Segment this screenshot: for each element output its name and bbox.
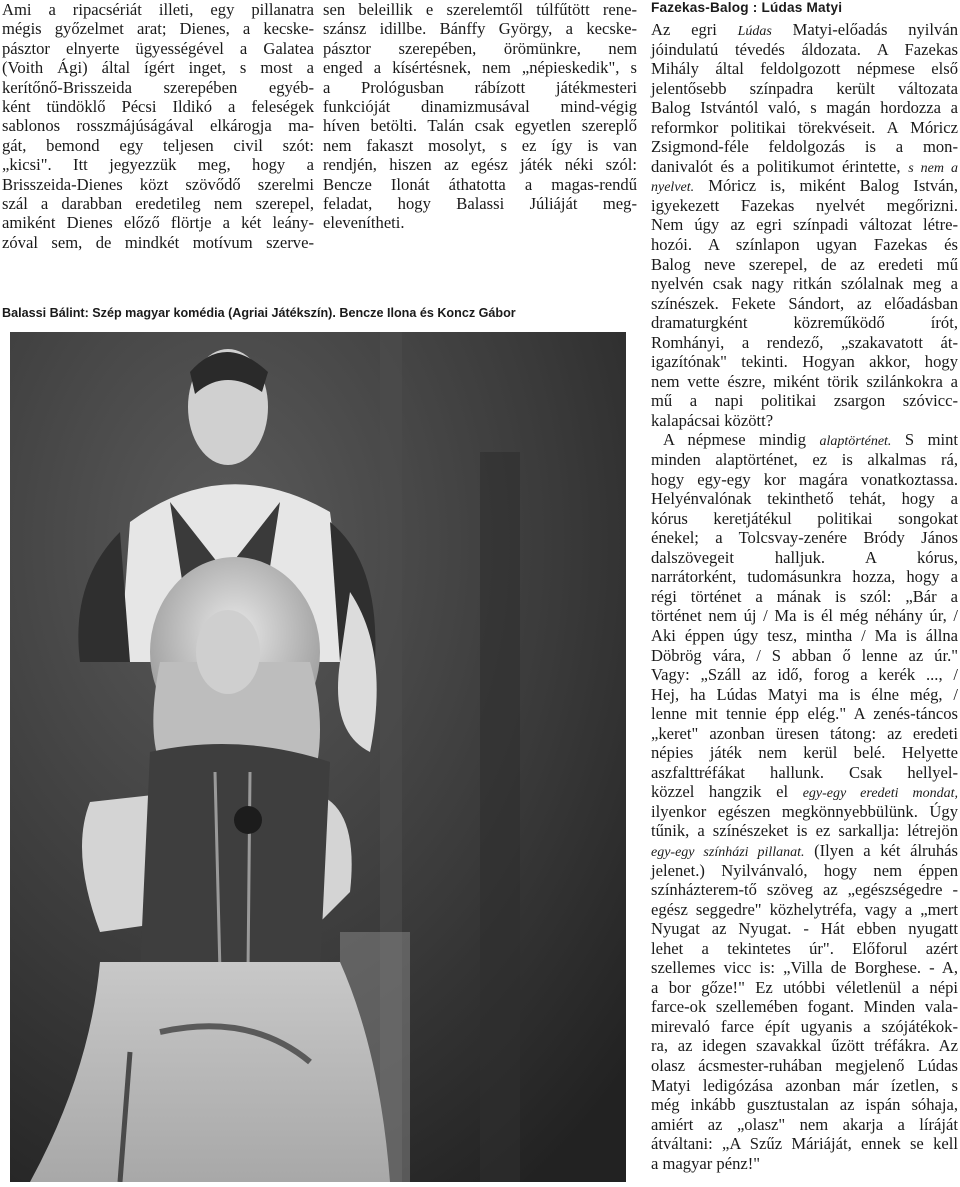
text-segment: Matyi-előadás nyilván <box>771 20 958 39</box>
text-line: aszfalttréfákat hallunk. Csak hellyel- <box>651 762 958 782</box>
text-line: színházterem-tő szöveg az „egészségedre - <box>651 880 958 900</box>
text-line <box>651 782 958 802</box>
italic-phrase: alaptörténet. <box>819 434 892 450</box>
text-line <box>651 157 958 177</box>
italic-phrase: nyelvet. <box>651 180 695 196</box>
text-line: Matyi ledigózása azonban már ízetlen, s <box>651 1075 958 1095</box>
text-line: igazítónak" tekinti. Hogyan akkor, hogy <box>651 352 958 372</box>
text-line: szánsz idillbe. Bánffy György, a kecske- <box>323 19 637 39</box>
text-line: farce-ok szellemében fogant. Minden vala- <box>651 997 958 1017</box>
text-line <box>651 430 958 450</box>
text-line: hozói. A színlapon ugyan Fazekas és <box>651 235 958 255</box>
text-line: ilyenkor egészen megkönnyebbülünk. Úgy <box>651 801 958 821</box>
text-line: enged a kísértésnek, nem „népieskedik", s <box>323 58 637 78</box>
text-line: Vagy: „Száll az idő, forog a kerék ..., / <box>651 665 958 685</box>
text-line: régi történet a mának is szól: „Bár a <box>651 586 958 606</box>
text-line: hogy egy-egy kor magára vonatkoztassa. <box>651 469 958 489</box>
text-line: gát, bemond egy teljesen civil szót: <box>2 135 314 155</box>
text-line: „keret" azonban üresen tátong: az eredeti <box>651 723 958 743</box>
text-line: jóindulatú tévedés áldozata. A Fazekas <box>651 39 958 59</box>
text-line: Romhányi, a rendező, „szakavatott át- <box>651 332 958 352</box>
text-line: nyelvén csak nagy ritkán szólalnak meg a <box>651 274 958 294</box>
text-line: Balog Istvántól való, s magán hordozza a <box>651 98 958 118</box>
text-line: nem fakaszt mosolyt, s ez így is van <box>323 135 637 155</box>
article-headline: Fazekas-Balog : Lúdas Matyi <box>651 0 843 15</box>
text-line: Döbrög vára, / S abban ő lenne az úr." <box>651 645 958 665</box>
text-line: „kicsi". Itt jegyezzük meg, hogy a <box>2 155 314 175</box>
text-line: feladat, hogy Balassi Júliáját meg- <box>323 193 637 213</box>
text-line: Brisszeida-Dienes közt szövődő szerelmi <box>2 174 314 194</box>
text-line: jelentősebb színpadra került változata <box>651 78 958 98</box>
text-line: amiként Dienes előző flörtje a két leány- <box>2 213 314 233</box>
text-line: funkcióját dinamizmusával mind-végig <box>323 96 637 116</box>
text-line: Balog neve szerepel, de az eredeti mű <box>651 254 958 274</box>
text-line <box>651 841 958 861</box>
text-line: kerítőnő-Brisszeida szerepében egyéb- <box>2 77 314 97</box>
text-line: Aki éppen úgy tesz, mintha / Ma is állna <box>651 625 958 645</box>
italic-phrase: Lúdas <box>737 24 772 39</box>
text-line: olasz ácsmester-ruhában megjelenő Lúdas <box>651 1055 958 1075</box>
text-line: dalszövegeit halljuk. A kórus, <box>651 547 958 567</box>
text-line: Hej, ha Lúdas Matyi ma is élne még, / <box>651 684 958 704</box>
right-text-column <box>651 20 958 1173</box>
text-line: amiért az „olasz" nem akarja a líráját <box>651 1114 958 1134</box>
text-line <box>651 176 958 196</box>
italic-phrase: egy-egy színházi pillanat. <box>651 844 805 860</box>
text-segment: danivalót és a politikumot érintette, <box>651 156 909 176</box>
text-line: elevenítheti. <box>323 213 405 233</box>
text-line <box>651 20 958 40</box>
text-line: kórus keretjátékul politikai songokat <box>651 508 958 528</box>
text-line: énekel; a Tolcsvay-zenére Bródy János <box>651 528 958 548</box>
text-line: lenne mit tennie épp elég." A zenés-táncos <box>651 704 958 724</box>
text-line: népies játék nem kerül belé. Helyette <box>651 743 958 763</box>
text-line: ra, az idegen szavakkal űzött tréfákra. Az <box>651 1036 958 1056</box>
text-line: jelenet.) Nyilvánvaló, hogy nem éppen <box>651 860 958 880</box>
text-line: szál a darabban eredetileg nem szerepel, <box>2 193 314 213</box>
text-line: nem vette észre, miként törik szilánkokra a <box>651 371 958 391</box>
text-line: Helyénvalónak tekinthető tehát, hogy a <box>651 489 958 509</box>
text-line: (Voith Ági) által ígért inget, s most a <box>2 58 314 78</box>
photo-caption: Balassi Bálint: Szép magyar komédia (Agriai Játékszín). Bencze Ilona és Koncz Gábor <box>2 306 516 320</box>
text-segment: (Ilyen a két álruhás <box>804 840 958 860</box>
text-line: narrátorként, tudomásunkra hozza, hogy a <box>651 567 958 587</box>
italic-phrase: s nem a <box>908 160 958 176</box>
text-line: híven betölti. Talán csak egyetlen szereplő <box>323 116 637 136</box>
text-line: dramaturgként közreműködő írót, <box>651 313 958 333</box>
text-line: sen beleillik e szerelemtől túlfűtött rene- <box>323 0 637 19</box>
text-line: Ami a ripacsériát illeti, egy pillanatra <box>2 0 314 19</box>
text-line: a Prológusban rábízott játékmesteri <box>323 77 637 97</box>
text-line: mégis győzelmet arat; Dienes, a kecske- <box>2 19 314 39</box>
text-segment: Móricz is, miként Balog István, <box>694 176 958 196</box>
text-line: tűnik, a színészeket is ez sarkallja: létrejön <box>651 821 958 841</box>
text-line: mű a napi politikai zsargon szóvicc- <box>651 391 958 411</box>
text-line: még inkább gusztustalan az ispán sóhaja, <box>651 1095 958 1115</box>
left-text-column <box>2 0 314 252</box>
text-line: Nyugat az Nyugat. - Hát ebben nyugatt <box>651 919 958 939</box>
text-line: átváltani: „A Szűz Máriáját, ennek se kell <box>651 1134 958 1154</box>
text-line: a magyar pénz!" <box>651 1153 761 1173</box>
text-line: Bencze Ilonát áthatotta a magas-rendű <box>323 174 637 194</box>
text-line: pásztor szerepében, örömünkre, nem <box>323 38 637 58</box>
text-line: sablonos rosszmájúságával elkárogja ma- <box>2 116 314 136</box>
text-segment: A népmese mindig <box>663 430 820 450</box>
text-segment: közzel hangzik el <box>651 782 803 802</box>
text-line: zóval sem, de mindkét motívum szerve- <box>2 232 314 252</box>
text-line: igyekezett Fazekas nyelvét megőrizni. <box>651 195 958 215</box>
text-segment: Az egri <box>651 20 738 39</box>
text-line: mirevaló farce épít ugyanis a szójátékok- <box>651 1016 958 1036</box>
text-line: lehet a tekintetes úr". Előforul azért <box>651 938 958 958</box>
text-segment: S mint <box>891 430 958 450</box>
text-line: egész seggedre" közhelytréfa, vagy a „mert <box>651 899 958 919</box>
text-line: színészek. Fekete Sándort, az előadásban <box>651 293 958 313</box>
stage-photo <box>10 332 626 1182</box>
middle-text-column <box>323 0 637 233</box>
text-line: Mihály által feldolgozott népmese első <box>651 59 958 79</box>
italic-phrase: egy-egy eredeti mondat, <box>802 786 959 802</box>
text-line: ként tündöklő Pécsi Ildikó a feleségek <box>2 96 314 116</box>
text-line: pásztor elnyerte ügyességével a Galatea <box>2 38 314 58</box>
text-line: történet nem új / Ma is él még néhány úr, / <box>651 606 958 626</box>
text-line: szellemes vicc is: „Villa de Borghese. - A, <box>651 958 958 978</box>
text-line: a bor gőze!" Ez utóbbi véletlenül a népi <box>651 977 958 997</box>
text-line: minden alaptörténet, ez is alkalmas rá, <box>651 450 958 470</box>
text-line: kalapácsai között? <box>651 410 774 430</box>
text-line: Zsigmond-féle feldolgozás is a mon- <box>651 137 958 157</box>
text-line: Nem úgy az egri színpadi változat létre- <box>651 215 958 235</box>
text-line: rendjén, hiszen az egész játék néki szól: <box>323 155 637 175</box>
text-line: reformkor politikai törekvéseit. A Móricz <box>651 117 958 137</box>
stage-photo-image <box>10 332 626 1182</box>
